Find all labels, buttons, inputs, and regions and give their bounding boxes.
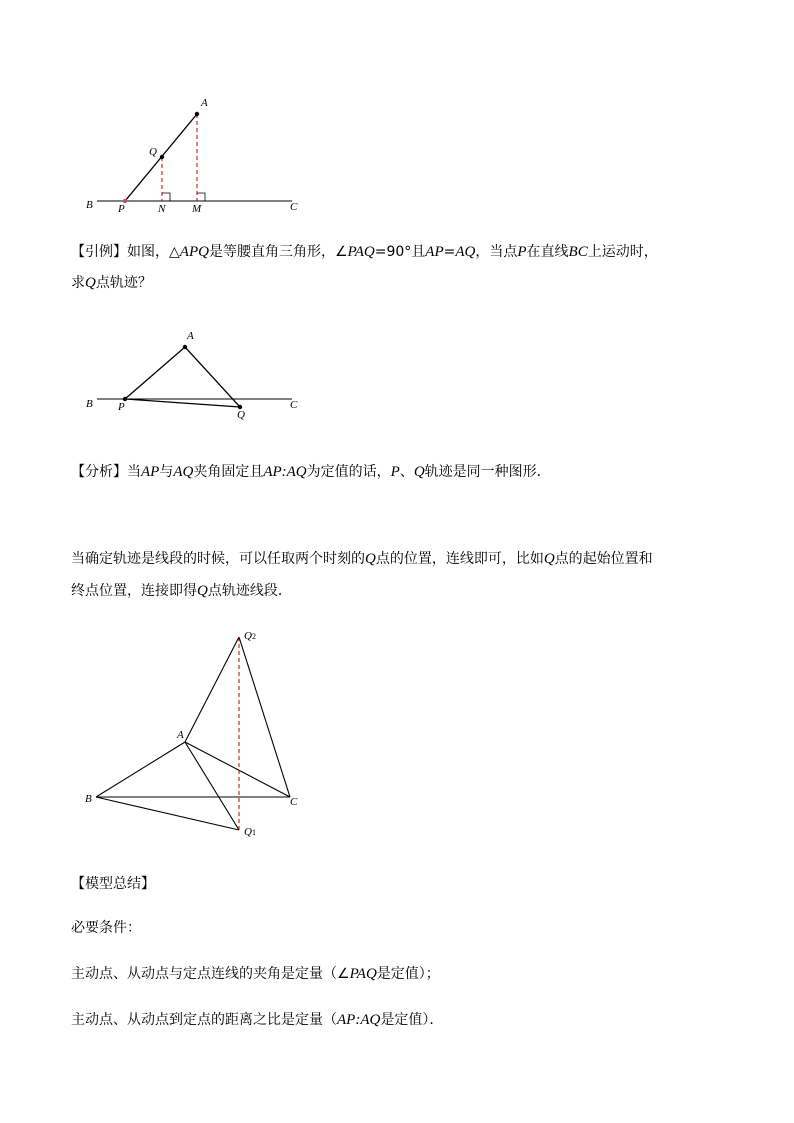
- label-q: Q: [237, 409, 245, 421]
- text: 主动点、从动点与定点连线的夹角是定量（: [71, 966, 337, 982]
- text: 当: [127, 464, 141, 480]
- label-c: C: [290, 796, 298, 808]
- label-q1-main: Q: [244, 826, 252, 838]
- point-q-ref: Q: [413, 464, 425, 480]
- point-q-ref: Q: [85, 275, 96, 291]
- label-b: B: [86, 398, 93, 410]
- label-q1-sub: 1: [251, 828, 256, 837]
- label-b: B: [85, 793, 92, 805]
- triangle-symbol: △: [169, 244, 180, 260]
- text: 如图，: [127, 244, 169, 260]
- point-q-ref: Q: [543, 551, 555, 567]
- text: 、: [399, 464, 414, 480]
- text: 点的位置，连线即可，比如: [375, 551, 544, 567]
- text: 是定值）．: [380, 1012, 444, 1028]
- angle-name: PAQ: [347, 244, 375, 260]
- segment-ab: [96, 742, 185, 797]
- label-q2-main: Q: [244, 630, 252, 642]
- label-q: Q: [149, 146, 157, 158]
- text: 当确定轨迹是线段的时候，可以任取两个时刻的: [71, 551, 365, 567]
- text: 点轨迹？: [95, 275, 152, 291]
- point-q-ref: Q: [197, 583, 208, 599]
- triangle-name: APQ: [179, 244, 209, 260]
- text: =90°且: [374, 244, 426, 260]
- segment-ap: AP: [425, 244, 444, 260]
- angle-symbol: ∠: [334, 244, 348, 260]
- segment-aq: AQ: [455, 244, 476, 260]
- label-p: P: [118, 203, 125, 215]
- analysis-title: 【分析】: [71, 464, 127, 480]
- segment-bq1: [96, 797, 239, 830]
- necessary-conditions: 必要条件：: [71, 920, 141, 936]
- ratio: AP:AQ: [337, 1012, 381, 1028]
- example-title: 【引例】: [71, 244, 127, 260]
- label-p: P: [118, 401, 125, 413]
- angle-symbol: ∠: [337, 966, 350, 982]
- segment-ac: [185, 742, 290, 797]
- line-bc-ref: BC: [568, 244, 588, 260]
- segment-q2c: [239, 637, 290, 797]
- summary-title: 【模型总结】: [71, 876, 155, 892]
- text: 点的起始位置和: [554, 551, 653, 567]
- condition-2: [71, 1010, 443, 1030]
- text: ，当点: [475, 244, 518, 260]
- label-q1: [244, 826, 256, 838]
- label-a: A: [177, 729, 184, 741]
- text: 是等腰直角三角形，: [208, 244, 335, 260]
- text: 轨迹是同一种图形．: [424, 464, 551, 480]
- text: 在直线: [526, 244, 569, 260]
- text: 为定值的话，: [306, 464, 391, 480]
- point-p-ref: P: [517, 244, 527, 260]
- segment-aq: AQ: [173, 464, 194, 480]
- label-a: A: [187, 330, 194, 342]
- text: 是定值）；: [376, 966, 440, 982]
- label-q2-sub: 2: [251, 632, 256, 641]
- condition-1: [71, 964, 440, 984]
- label-a: A: [201, 97, 208, 109]
- label-m: M: [192, 203, 202, 215]
- text: 夹角固定且: [193, 464, 264, 480]
- label-c: C: [290, 201, 298, 213]
- segment-aq1: [185, 742, 239, 830]
- text: 求: [71, 275, 85, 291]
- text: 与: [159, 464, 174, 480]
- text: 终点位置，连接即得: [71, 583, 197, 599]
- angle-name: PAQ: [349, 966, 377, 982]
- text: 点轨迹线段．: [207, 583, 292, 599]
- ratio: AP:AQ: [263, 464, 307, 480]
- text: =: [443, 244, 456, 260]
- text: 上运动时，: [587, 244, 658, 260]
- label-n: N: [158, 203, 166, 215]
- point-p-ref: P: [390, 464, 400, 480]
- label-b: B: [86, 199, 93, 211]
- segment-ap: AP: [141, 464, 160, 480]
- point-q-ref: Q: [365, 551, 376, 567]
- text: 主动点、从动点到定点的距离之比是定量（: [71, 1012, 337, 1028]
- segment-aq2: [185, 637, 239, 742]
- label-c: C: [290, 399, 298, 411]
- label-q2: [244, 630, 256, 642]
